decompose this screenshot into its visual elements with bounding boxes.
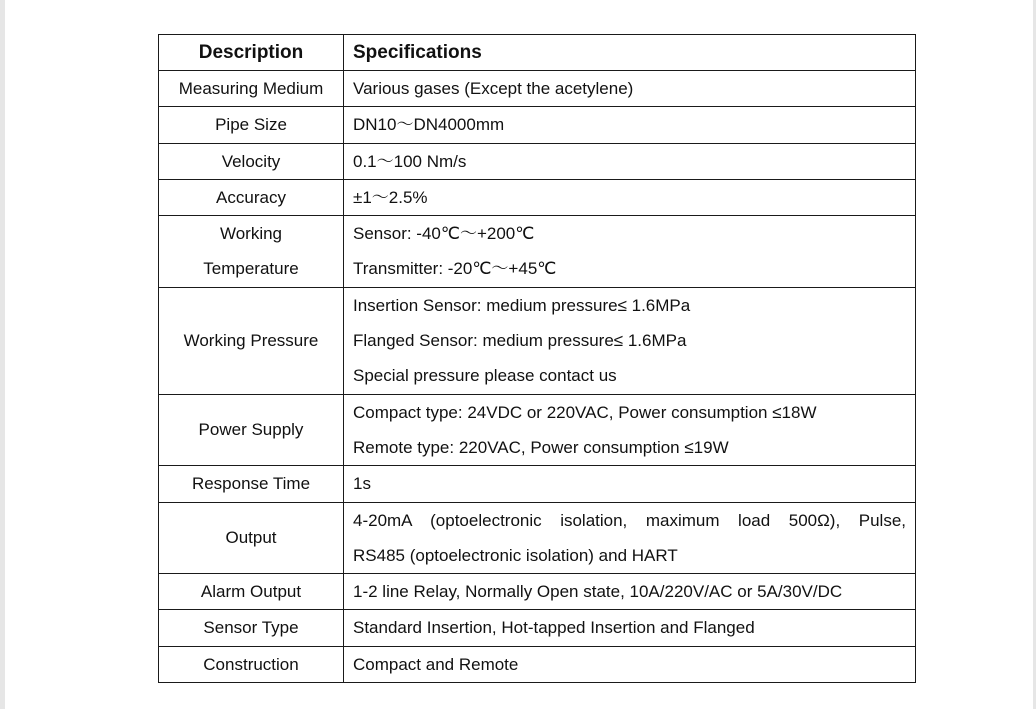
description-cell	[159, 466, 344, 502]
description-cell	[159, 394, 344, 466]
specification-cell	[344, 71, 916, 107]
table-row	[159, 610, 916, 646]
specification-text: Compact and Remote	[353, 654, 519, 674]
specification-text: 0.1～100 Nm/s	[353, 151, 467, 171]
description-text: Measuring Medium	[178, 79, 324, 98]
table-row	[159, 71, 916, 107]
specification-text: RS485 (optoelectronic isolation) and HART	[353, 545, 678, 565]
specification-cell	[344, 394, 916, 466]
description-cell	[159, 143, 344, 179]
specification-cell	[344, 179, 916, 215]
specification-text: Compact type: 24VDC or 220VAC, Power consumption ≤18W	[353, 402, 817, 422]
specification-cell	[344, 107, 916, 143]
specification-text: ±1～2.5%	[353, 187, 428, 207]
description-text: Alarm Output	[200, 582, 302, 602]
description-text: Velocity	[221, 151, 281, 171]
specification-cell	[344, 287, 916, 394]
specification-text: Transmitter: -20℃～+45℃	[353, 259, 557, 279]
description-text: Power Supply	[198, 420, 304, 440]
specification-cell	[344, 216, 916, 288]
specification-text: Sensor: -40℃～+200℃	[353, 224, 535, 244]
description-text: Pipe Size	[215, 115, 287, 135]
specification-text: 1-2 line Relay, Normally Open state, 10A/220V/AC or 5A/30V/DC	[353, 582, 843, 602]
table-row	[159, 574, 916, 610]
description-header: Description	[159, 35, 344, 71]
table-header-row	[159, 35, 916, 71]
specification-cell	[344, 646, 916, 682]
specification-cell	[344, 466, 916, 502]
description-text: Working Pressure	[183, 331, 319, 351]
description-text: Accuracy	[216, 187, 286, 207]
specification-text: Insertion Sensor: medium pressure≤ 1.6MPa	[353, 295, 691, 315]
table-row	[159, 287, 916, 394]
description-cell	[159, 610, 344, 646]
description-cell	[159, 107, 344, 143]
description-text: Sensor Type	[203, 618, 299, 638]
description-text: Construction	[203, 654, 299, 674]
table-row	[159, 394, 916, 466]
specifications-header: Specifications	[344, 35, 916, 71]
description-text: Working	[219, 224, 283, 244]
specification-text: Various gases (Except the acetylene)	[353, 79, 634, 98]
table-row	[159, 466, 916, 502]
description-cell	[159, 216, 344, 288]
specification-text: 1s	[353, 474, 371, 494]
description-cell	[159, 179, 344, 215]
specifications-table	[158, 34, 916, 683]
specification-cell	[344, 574, 916, 610]
description-cell	[159, 574, 344, 610]
specification-text: Special pressure please contact us	[353, 366, 617, 386]
left-margin-strip	[0, 0, 5, 709]
specification-text: Standard Insertion, Hot-tapped Insertion and Flanged	[353, 618, 755, 638]
description-cell	[159, 287, 344, 394]
table-row	[159, 143, 916, 179]
description-text: Output	[225, 528, 277, 548]
table-row	[159, 502, 916, 574]
table-row	[159, 646, 916, 682]
description-cell	[159, 646, 344, 682]
specification-text: DN10～DN4000mm	[353, 115, 505, 135]
description-text: Response Time	[191, 474, 311, 494]
description-cell	[159, 502, 344, 574]
table-row	[159, 107, 916, 143]
specification-cell	[344, 610, 916, 646]
table-row	[159, 216, 916, 288]
description-cell	[159, 71, 344, 107]
specification-text: Remote type: 220VAC, Power consumption ≤19W	[353, 437, 729, 457]
specification-cell	[344, 143, 916, 179]
table-row	[159, 179, 916, 215]
specification-text: 4-20mA (optoelectronic isolation, maximum load 500Ω), Pulse,	[353, 510, 906, 530]
specification-text: Flanged Sensor: medium pressure≤ 1.6MPa	[353, 331, 687, 351]
description-text: Temperature	[203, 259, 299, 279]
specification-cell	[344, 502, 916, 574]
